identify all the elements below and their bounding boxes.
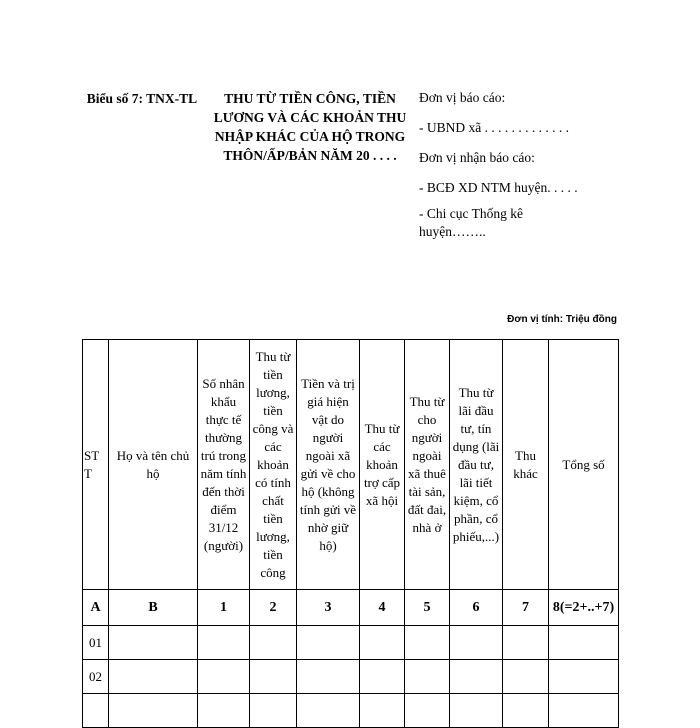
col-header-social-allowance: Thu từ các khoản trợ cấp xã hội: [360, 340, 405, 590]
table-cell: [405, 626, 450, 660]
receiving-unit-2: - Chi cục Thống kê huyện……..: [419, 206, 523, 239]
table-cell: [450, 626, 503, 660]
table-cell: [405, 694, 450, 728]
table-cell: [250, 660, 297, 694]
unit-note: Đơn vị tính: Triệu đồng: [507, 314, 617, 325]
table-cell: [503, 660, 549, 694]
col-header-household-size: Số nhân khẩu thực tế thường trú trong năm tính đến thời điểm 31/12 (người): [198, 340, 250, 590]
table-cell: [503, 694, 549, 728]
receiving-unit-label: Đơn vị nhận báo cáo:: [419, 150, 535, 165]
col-header-total: Tổng số: [549, 340, 619, 590]
receiving-unit-1: - BCĐ XD NTM huyện. . . . .: [419, 180, 578, 195]
table-cell: [250, 694, 297, 728]
table-cell: [198, 694, 250, 728]
col-code: A: [83, 590, 109, 626]
table-header-row: [83, 340, 619, 590]
table-cell: [503, 626, 549, 660]
reporting-unit-value: - UBND xã . . . . . . . . . . . . .: [419, 120, 569, 135]
table-cell: [83, 694, 109, 728]
col-code: 2: [250, 590, 297, 626]
col-header-wages: Thu từ tiền lương, tiền công và các khoản có tính chất tiền lương, tiền công: [250, 340, 297, 590]
row-number: 02: [83, 660, 109, 694]
table-cell: [250, 626, 297, 660]
table-cell: [360, 694, 405, 728]
table-cell: [549, 660, 619, 694]
table-cell: [549, 626, 619, 660]
table-cell: [198, 626, 250, 660]
col-code: 8(=2+..+7): [549, 590, 619, 626]
form-code: Biểu số 7: TNX-TL: [86, 91, 198, 106]
col-code: 1: [198, 590, 250, 626]
col-header-name: Họ và tên chủ hộ: [109, 340, 198, 590]
table-cell: [360, 626, 405, 660]
table-cell: [549, 694, 619, 728]
col-code: B: [109, 590, 198, 626]
report-title: THU TỪ TIỀN CÔNG, TIỀN LƯƠNG VÀ CÁC KHOẢN THU NHẬP KHÁC CỦA HỘ TRONG THÔN/ẤP/BẢN NĂM 20 . . . .: [213, 91, 407, 163]
income-table: [82, 339, 619, 728]
col-header-interest: Thu từ lãi đầu tư, tín dụng (lãi đầu tư, lãi tiết kiệm, cổ phần, cổ phiếu,...): [450, 340, 503, 590]
row-number: 01: [83, 626, 109, 660]
table-cell: [297, 660, 360, 694]
col-code: 5: [405, 590, 450, 626]
table-cell: [297, 694, 360, 728]
table-cell: [450, 694, 503, 728]
table-cell: [109, 660, 198, 694]
col-header-remittances: Tiền và trị giá hiện vật do người ngoài xã gửi về cho hộ (không tính gửi về nhờ giữ hộ): [297, 340, 360, 590]
column-code-row: [83, 590, 619, 626]
unit-info: [419, 89, 579, 241]
table-row: [83, 660, 619, 694]
table-cell: [297, 626, 360, 660]
table-cell: [198, 660, 250, 694]
table-cell: [109, 694, 198, 728]
col-code: 4: [360, 590, 405, 626]
table-cell: [405, 660, 450, 694]
table-row: [83, 626, 619, 660]
col-header-stt: STT: [83, 340, 109, 590]
col-code: 7: [503, 590, 549, 626]
table-cell: [450, 660, 503, 694]
table-cell: [109, 626, 198, 660]
col-code: 3: [297, 590, 360, 626]
col-header-rentals: Thu từ cho người ngoài xã thuê tài sản, đất đai, nhà ở: [405, 340, 450, 590]
col-code: 6: [450, 590, 503, 626]
table-cell: [360, 660, 405, 694]
reporting-unit-label: Đơn vị báo cáo:: [419, 90, 506, 105]
col-header-other: Thu khác: [503, 340, 549, 590]
table-row: [83, 694, 619, 728]
